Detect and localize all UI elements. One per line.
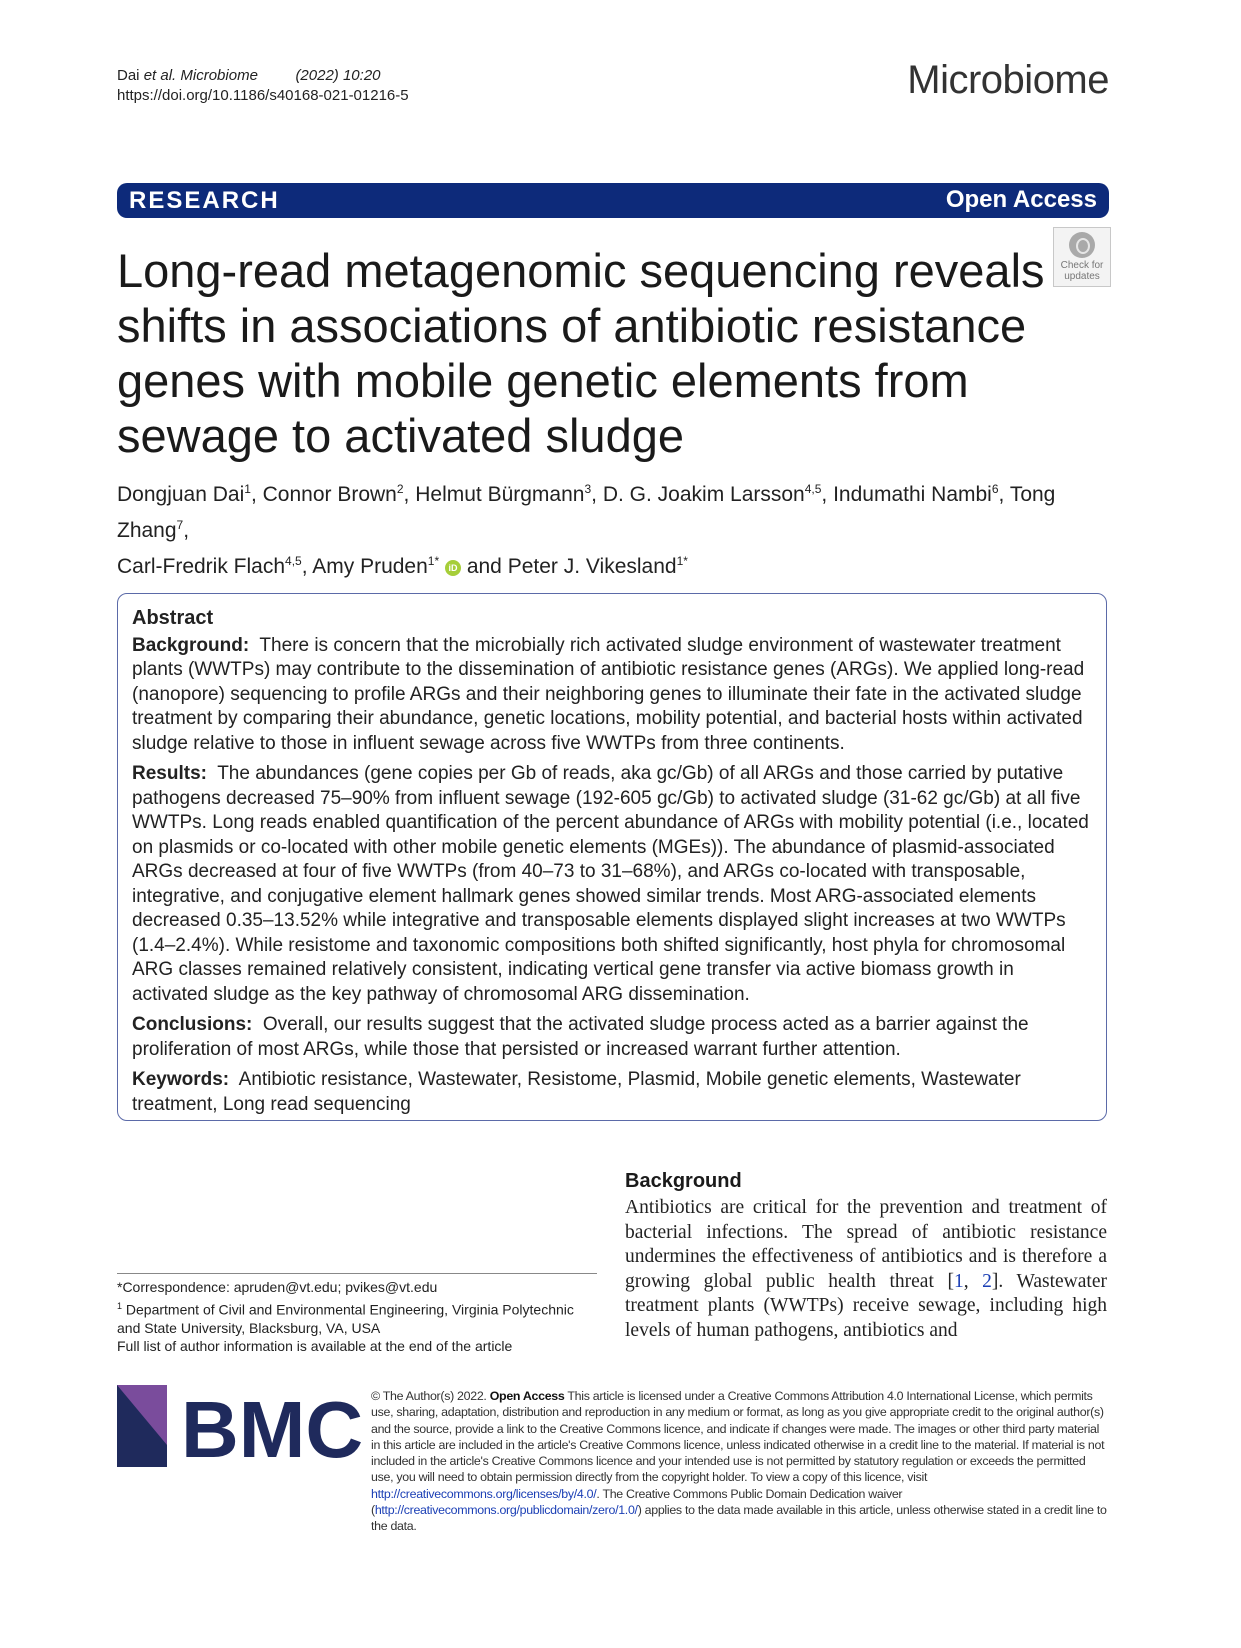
abstract-heading: Abstract [132, 607, 214, 629]
correspondence-emails: *Correspondence: apruden@vt.edu; pvikes@vt.edu [117, 1279, 438, 1295]
affiliation-text: Department of Civil and Environmental Engineering, Virginia Polytechnic and State University, Blacksburg, VA, USA [117, 1301, 574, 1336]
orcid-icon[interactable]: iD [445, 560, 461, 576]
body-text: Antibiotics are critical for the prevention and treatment of bacterial infections. The spread of antibiotic resistance undermines the effectiveness of antibiotics and is therefore a growing global public health threat [ [625, 1197, 1107, 1292]
affiliation-note [117, 1297, 597, 1338]
check-updates-line1: Check for [1060, 260, 1104, 271]
license-text: ) applies to the data made available in this article, unless otherwise stated in a credit line to the data. [371, 1503, 1107, 1534]
license-text: . The Creative Commons Public Domain Dedication waiver ( [371, 1486, 903, 1518]
author-affiliation: 1* [427, 554, 440, 568]
open-access-label: Open Access [945, 186, 1097, 213]
author-name: Amy Pruden [312, 555, 428, 578]
author-info-note: Full list of author information is available at the end of the article [117, 1338, 513, 1355]
results-text: The abundances (gene copies per Gb of reads, aka gc/Gb) of all ARGs and those carried by putative pathogens decreased 75–90% from influent sewage (192-605 gc/Gb) to activated sludge (31-62 gc/Gb) at all five WWTPs. Long reads enabled quantification of the percent abundance of ARGs with mobility potential (i.e., located on plasmids or co-located with other mobile genetic elements (MGEs)). The abundance of plasmid-associated ARGs decreased at four of five WWTPs (from 40–73 to 31–68%), and ARGs co-located with transposable, integrative, and conjugative element hallmark genes showed similar trends. Most ARG-associated elements decreased 0.35–13.52% while integrative and transposable elements displayed slight increases at two WWTPs (1.4–2.4%). While resistome and taxonomic compositions both shifted significantly, host phyla for chromosomal ARG classes remained relatively consistent, indicating vertical gene transfer via active biomass growth in activated sludge as the key pathway of chromosomal ARG dissemination. [132, 763, 1089, 1005]
author-name: Tong Zhang [117, 483, 1056, 542]
author-affiliation: 1* [676, 554, 688, 568]
author-name: Connor Brown [262, 483, 397, 506]
license-statement [371, 1388, 1109, 1535]
keywords-text: Antibiotic resistance, Wastewater, Resistome, Plasmid, Mobile genetic elements, Wastewater treatment, Long read sequencing [132, 1069, 1021, 1115]
citation-author: Dai [117, 67, 144, 84]
license-text: This article is licensed under a Creative Commons Attribution 4.0 International License, which permits use, sharing, adaptation, distribution and reproduction in any medium or format, as long as you give appropriate credit to the original author(s) and the source, provide a link to the Creative Commons licence, and indicate if changes were made. The images or other third party material in this article are included in the article's Creative Commons licence, unless indicated otherwise in a credit line to the material. If material is not included in the article's Creative Commons licence and your intended use is not permitted by statutory regulation or exceeds the permitted use, you will need to obtain permission directly from the copyright holder. To view a copy of this licence, visit [371, 1389, 1105, 1485]
background-label: Background: [132, 634, 250, 656]
open-access-inline: Open Access [489, 1389, 565, 1403]
abstract-box [117, 593, 1107, 1121]
reference-link[interactable]: 2 [982, 1270, 992, 1292]
abstract-conclusions [132, 1013, 1092, 1062]
author-affiliation: 1 [244, 482, 251, 496]
background-text: There is concern that the microbially rich activated sludge environment of wastewater treatment plants (WWTPs) may contribute to the dissemination of antibiotic resistance genes (ARGs). We applied long-read (nanopore) sequencing to profile ARGs and their neighboring genes to illuminate their fate in the activated sludge treatment by comparing their abundance, genetic locations, mobility potential, and bacterial hosts within activated sludge relative to those in influent sewage across five WWTPs from three continents. [132, 634, 1085, 754]
citation-etal: et al. [143, 67, 177, 84]
author-name: Peter J. Vikesland [507, 555, 677, 578]
abstract-keywords [132, 1068, 1092, 1117]
check-updates-line2: updates [1064, 271, 1100, 282]
copyright-text: © The Author(s) 2022. [371, 1389, 490, 1403]
reference-link[interactable]: 1 [953, 1270, 964, 1292]
affiliation-number: 1 [117, 1300, 123, 1311]
citation-year: (2022) 10:20 [295, 67, 381, 84]
article-title: Long-read metagenomic sequencing reveals shifts in associations of antibiotic resistance genes with mobile genetic elements from sewage to activated sludge [117, 244, 1045, 462]
author-affiliation: 7 [176, 518, 184, 532]
body-text: ]. Wastewater treatment plants (WWTPs) receive sewage, including high levels of human pathogens, antibiotics and [625, 1270, 1107, 1341]
keywords-label: Keywords: [132, 1069, 230, 1090]
author-affiliation: 3 [584, 482, 592, 496]
results-label: Results: [132, 763, 207, 784]
author-affiliation: 2 [396, 482, 404, 496]
author-name: D. G. Joakim Larsson [602, 483, 805, 506]
author-name: Helmut Bürgmann [415, 483, 585, 506]
abstract-results [132, 762, 1092, 1007]
author-name: Dongjuan Dai [117, 483, 245, 506]
background-paragraph [625, 1196, 1107, 1343]
citation-header [117, 66, 409, 106]
article-type-banner [117, 183, 1109, 218]
authors-and: and [466, 555, 502, 578]
cc-zero-link[interactable]: http://creativecommons.org/publicdomain/zero/1.0/ [374, 1503, 638, 1518]
section-heading-background: Background [625, 1170, 742, 1192]
cc-by-link[interactable]: http://creativecommons.org/licenses/by/4.0/ [371, 1486, 597, 1501]
author-affiliation: 4,5 [285, 554, 302, 568]
author-name: Indumathi Nambi [833, 483, 992, 506]
citation-journal: Microbiome [180, 67, 258, 84]
bmc-logo [117, 1385, 364, 1474]
article-type-label: RESEARCH [129, 187, 280, 214]
conclusions-text: Overall, our results suggest that the activated sludge process acted as a barrier against the proliferation of most ARGs, while those that persisted or increased warrant further attention. [132, 1014, 1029, 1060]
correspondence-footnote [117, 1273, 597, 1356]
author-name: Carl-Fredrik Flach [117, 555, 286, 578]
author-list: Dongjuan Dai$^1$, Connor Brown$^2$, Helmut Bürgmann$^3$, D. G. Joakim Larsson$^{4,5}$, Indumathi Nambi$^6$, Tong Zhang$^7$, Carl-Fredrik Flach$^{4,5}$, Amy Pruden$^{1*}$ iD and Peter J. Vikesland$^{1*}$ [117, 482, 1056, 578]
abstract-background [132, 634, 1092, 757]
bmc-logo-text: BMC [181, 1385, 364, 1474]
conclusions-label: Conclusions: [132, 1014, 253, 1035]
body-text-sep: , [963, 1270, 983, 1292]
author-affiliation: 6 [991, 482, 999, 496]
doi-link[interactable]: https://doi.org/10.1186/s40168-021-01216-5 [117, 87, 409, 104]
author-affiliation: 4,5 [804, 482, 822, 496]
journal-name: Microbiome [907, 58, 1109, 102]
